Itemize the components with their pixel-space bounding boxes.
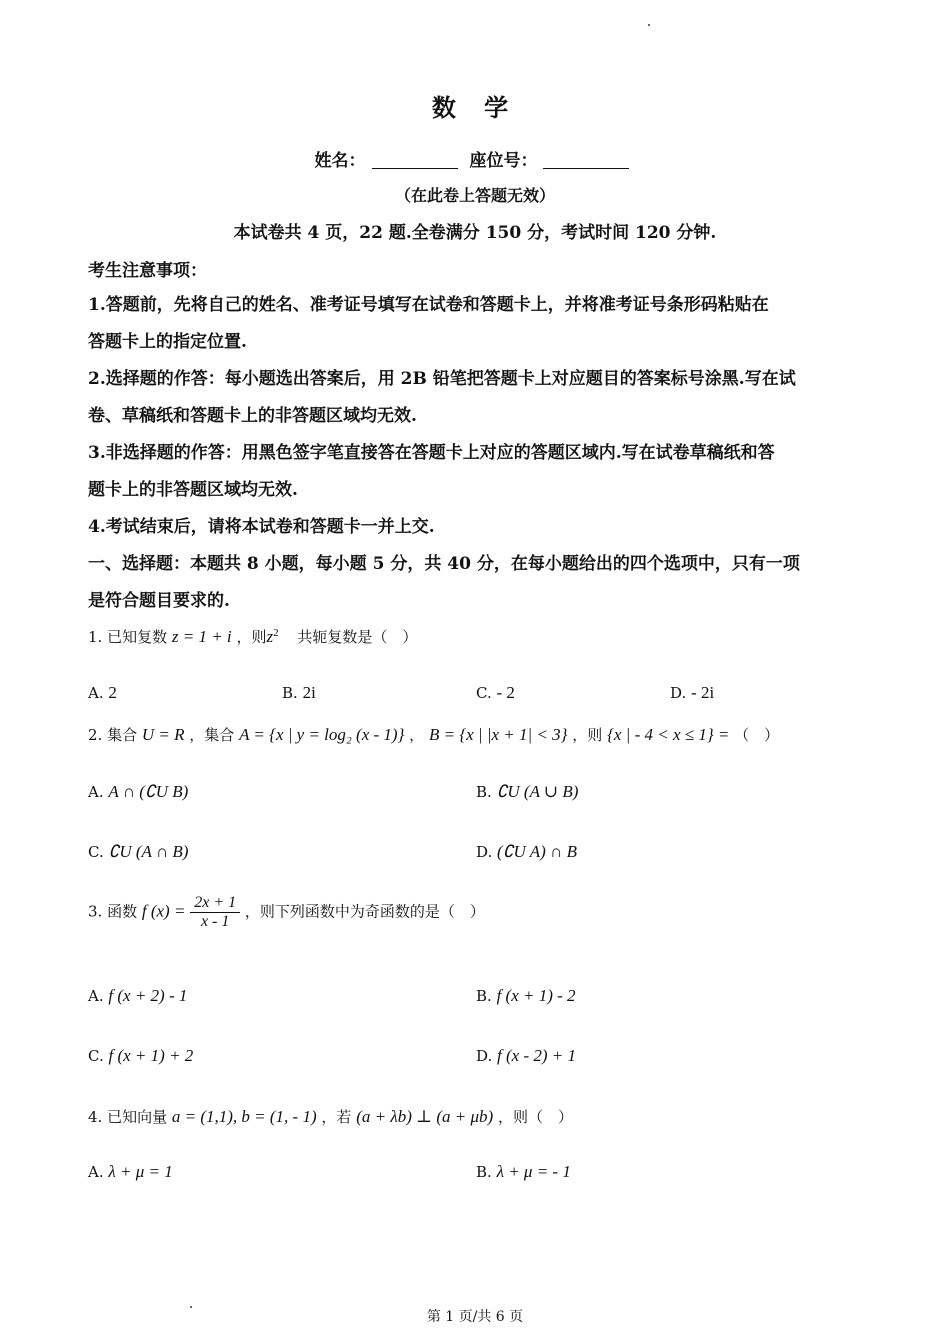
section-heading: 一、选择题：本题共 8 小题，每小题 5 分，共 40 分，在每小题给出的四个选项中，只有一项 <box>88 554 800 574</box>
notice-heading: 考生注意事项： <box>88 261 207 281</box>
q1-option-a: A. 2 <box>88 683 117 702</box>
q3-denominator: x - 1 <box>200 913 230 930</box>
section-heading: 是符合题目要求的. <box>88 591 230 611</box>
q2-suffix: （ ） <box>734 726 780 744</box>
q4-suffix: ，则（ ） <box>497 1108 573 1126</box>
q3-fx: f (x) = <box>141 901 186 921</box>
q2-set-c: {x | - 4 < x ≤ 1} = <box>607 725 730 744</box>
q1-option-b: B. 2i <box>282 683 316 702</box>
q2-mid1: ，集合 <box>189 726 235 744</box>
notice-line: 3.非选择题的作答：用黑色签字笔直接答在答题卡上对应的答题区域内.写在试卷草稿纸和答 <box>88 443 775 463</box>
q4-mid: ，若 <box>321 1108 352 1126</box>
q3-option-d: D. f (x - 2) + 1 <box>476 1046 577 1065</box>
q1-mid: ，则 <box>236 628 267 646</box>
q1-suffix: 共轭复数是（ ） <box>297 628 418 646</box>
notice-line: 1.答题前，先将自己的姓名、准考证号填写在试卷和答题卡上，并将准考证号条形码粘贴在 <box>88 295 769 315</box>
invalid-note: （在此卷上答题无效） <box>394 186 555 205</box>
name-blank <box>372 168 458 169</box>
notice-line: 2.选择题的作答：每小题选出答案后，用 2B 铅笔把答题卡上对应题目的答案标号涂黑.写在试 <box>88 369 796 389</box>
q3-numerator: 2x + 1 <box>190 894 240 913</box>
q4-vectors: a = (1,1), b = (1, - 1) <box>171 1107 317 1126</box>
q1-z: z <box>266 627 274 646</box>
notice-line: 4.考试结束后，请将本试卷和答题卡一并上交. <box>88 517 435 537</box>
q2-option-d: D. (∁U A) ∩ B <box>476 842 577 861</box>
notice-line: 题卡上的非答题区域均无效. <box>88 480 298 500</box>
q4-option-b: B. λ + μ = - 1 <box>476 1162 571 1181</box>
q3-option-b: B. f (x + 1) - 2 <box>476 986 576 1005</box>
q3-option-a: A. f (x + 2) - 1 <box>88 986 188 1005</box>
exam-summary: 本试卷共 4 页，22 题.全卷满分 150 分，考试时间 120 分钟. <box>233 223 717 243</box>
page-title: 数 学 <box>431 93 519 122</box>
q3-option-c: C. f (x + 1) + 2 <box>88 1046 194 1065</box>
name-label: 姓名： <box>314 151 366 171</box>
q4-condition: (a + λb) ⊥ (a + μb) <box>356 1107 494 1126</box>
notice-line: 答题卡上的指定位置. <box>88 332 247 352</box>
q1-sup: 2 <box>273 627 279 639</box>
q2-set-b: B = {x | |x + 1| < 3} <box>428 725 568 744</box>
question-4 <box>88 1106 573 1127</box>
question-2 <box>88 724 779 745</box>
name-seat-line <box>0 146 950 171</box>
seat-blank <box>543 168 629 169</box>
q4-option-a: A. λ + μ = 1 <box>88 1162 173 1181</box>
q4-prefix: 4. 已知向量 <box>88 1108 168 1126</box>
q2-prefix: 2. 集合 <box>88 726 138 744</box>
question-1 <box>88 626 417 647</box>
q2-comma: ， <box>409 726 425 744</box>
q2-set-a: A = {x | y = log₂ (x - 1)} <box>239 725 405 744</box>
page-footer: 第 1 页/共 6 页 <box>426 1309 524 1325</box>
question-3 <box>88 894 485 931</box>
corner-mark <box>648 24 650 26</box>
q3-suffix: ，则下列函数中为奇函数的是（ ） <box>244 902 485 921</box>
q3-fraction <box>190 894 240 931</box>
q1-option-c: C. - 2 <box>476 683 515 702</box>
q1-prefix: 1. 已知复数 <box>88 628 168 646</box>
q2-universal: U = R <box>141 725 185 744</box>
q1-option-d: D. - 2i <box>670 683 715 702</box>
q2-option-b: B. ∁U (A ∪ B) <box>476 782 579 801</box>
q3-prefix: 3. 函数 <box>88 902 138 921</box>
q2-option-a: A. A ∩ (∁U B) <box>88 782 189 801</box>
seat-label: 座位号： <box>469 151 538 171</box>
q1-expr: z = 1 + i <box>171 627 232 646</box>
notice-line: 卷、草稿纸和答题卡上的非答题区域均无效. <box>88 406 417 426</box>
q2-mid2: ，则 <box>572 726 603 744</box>
q2-option-c: C. ∁U (A ∩ B) <box>88 842 189 861</box>
